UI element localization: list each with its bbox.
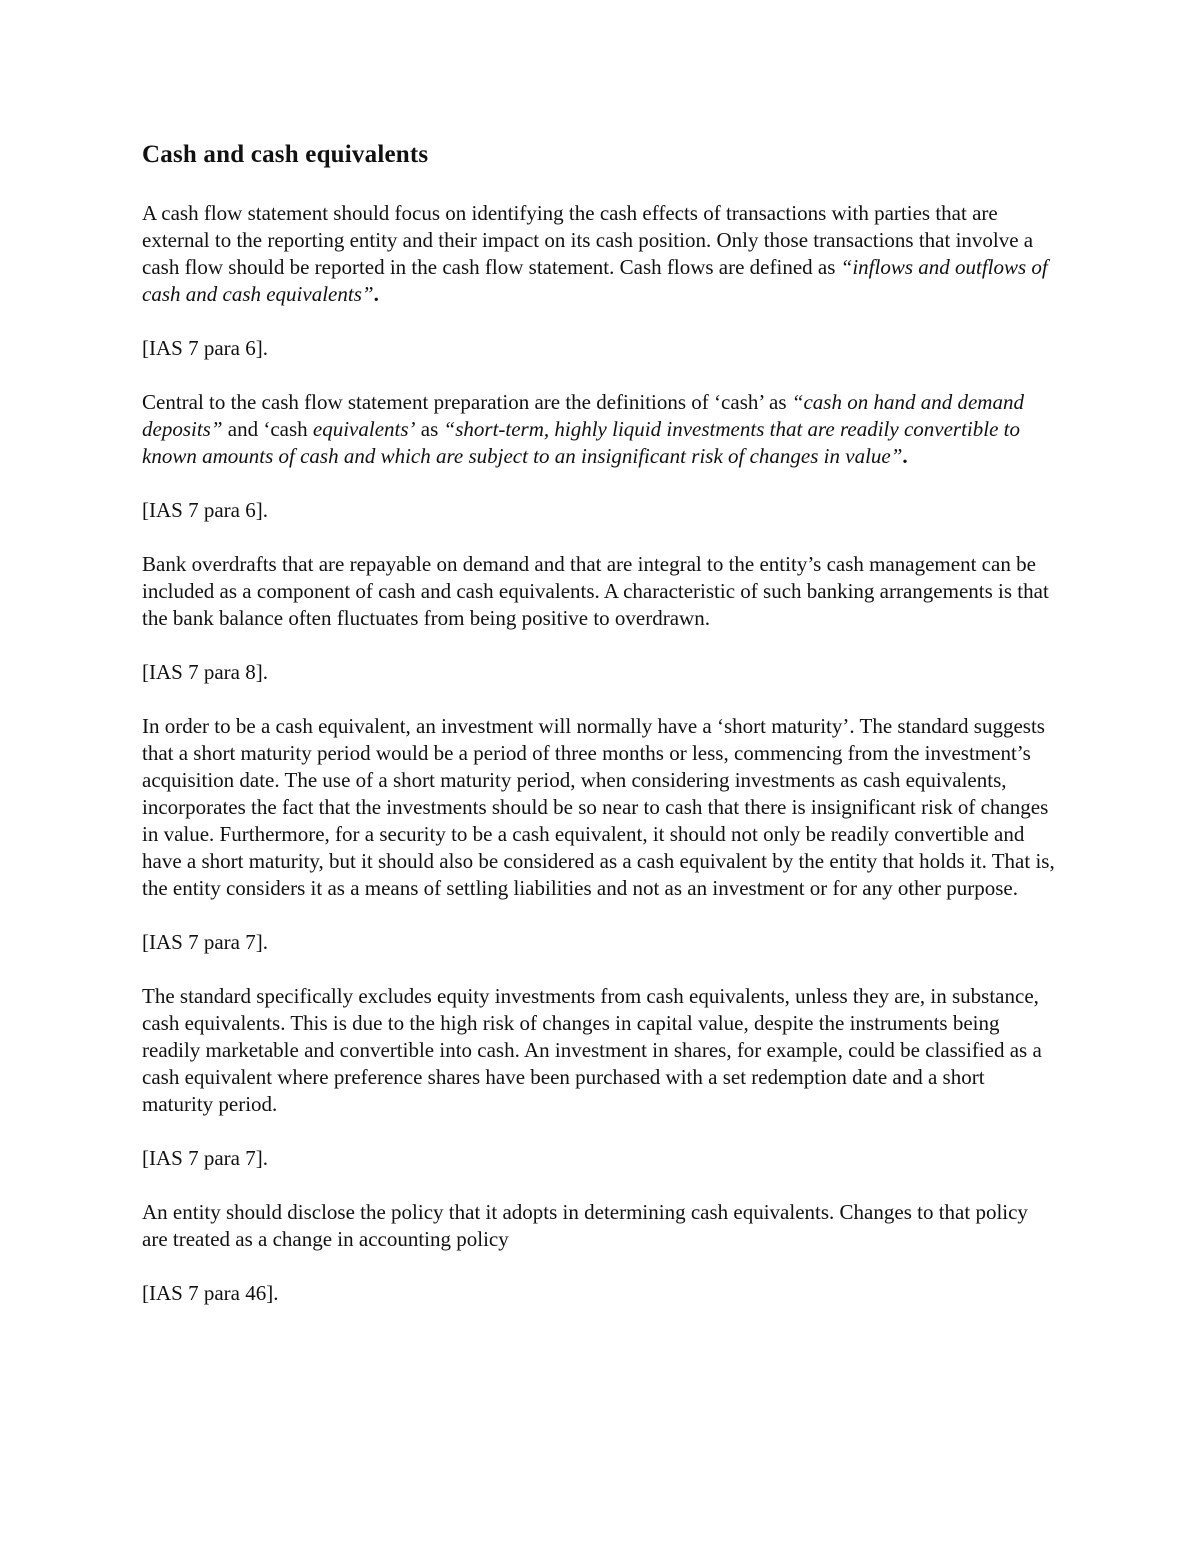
reference-ias7-para6-a: [IAS 7 para 6].	[142, 336, 268, 360]
quote-cash-flows-definition: “inflows and outflows of cash and cash equivalents”	[142, 255, 1048, 306]
paragraph-definitions	[142, 389, 1057, 470]
paragraph-text: Central to the cash flow statement preparation are the definitions of ‘cash’ as	[142, 390, 792, 414]
paragraph-short-maturity: In order to be a cash equivalent, an investment will normally have a ‘short maturity’. The standard suggests that a short maturity period would be a period of three months or less, commencing from the investment’s acquisition date. The use of a short maturity period, when considering investments as cash equivalents, incorporates the fact that the investments should be so near to cash that there is insignificant risk of changes in value. Furthermore, for a security to be a cash equivalent, it should not only be readily convertible and have a short maturity, but it should also be considered as a cash equivalent by the entity that holds it. That is, the entity considers it as a means of settling liabilities and not as an investment or for any other purpose.	[142, 714, 1055, 900]
reference-ias7-para6-b: [IAS 7 para 6].	[142, 498, 268, 522]
document-page	[142, 140, 1057, 1334]
reference-ias7-para46: [IAS 7 para 46].	[142, 1281, 279, 1305]
paragraph-text: A cash flow statement should focus on identifying the cash effects of transactions with parties that are external to the reporting entity and their impact on its cash position. Only those transactions that involve a cash flow should be reported in the cash flow statement. Cash flows are defined as	[142, 201, 1034, 279]
reference-ias7-para8: [IAS 7 para 8].	[142, 660, 268, 684]
paragraph-cash-flow-statement	[142, 200, 1057, 308]
quote-cash-equivalents-definition: “short-term, highly liquid investments that are readily convertible to known amounts of cash and which are subject to an insignificant risk of changes in value”	[142, 417, 1020, 468]
paragraph-disclose-policy: An entity should disclose the policy that it adopts in determining cash equivalents. Changes to that policy are treated as a change in accounting policy	[142, 1200, 1028, 1251]
reference-ias7-para7-b: [IAS 7 para 7].	[142, 1146, 268, 1170]
quote-cash-definition: “cash on hand and demand deposits”	[142, 390, 1024, 441]
paragraph-text: as	[415, 417, 444, 441]
paragraph-end: .	[902, 444, 908, 468]
paragraph-equity-investments: The standard specifically excludes equity investments from cash equivalents, unless they are, in substance, cash equivalents. This is due to the high risk of changes in capital value, despite the instruments being readily marketable and convertible into cash. An investment in shares, for example, could be classified as a cash equivalent where preference shares have been purchased with a set redemption date and a short maturity period.	[142, 984, 1042, 1116]
paragraph-end: .	[373, 282, 379, 306]
paragraph-bank-overdrafts: Bank overdrafts that are repayable on demand and that are integral to the entity’s cash management can be included as a component of cash and cash equivalents. A characteristic of such banking arrangements is that the bank balance often fluctuates from being positive to overdrawn.	[142, 552, 1049, 630]
quote-equivalents-word: equivalents’	[312, 417, 416, 441]
document-title: Cash and cash equivalents	[142, 141, 429, 168]
reference-ias7-para7-a: [IAS 7 para 7].	[142, 930, 268, 954]
paragraph-text: and ‘cash	[222, 417, 313, 441]
